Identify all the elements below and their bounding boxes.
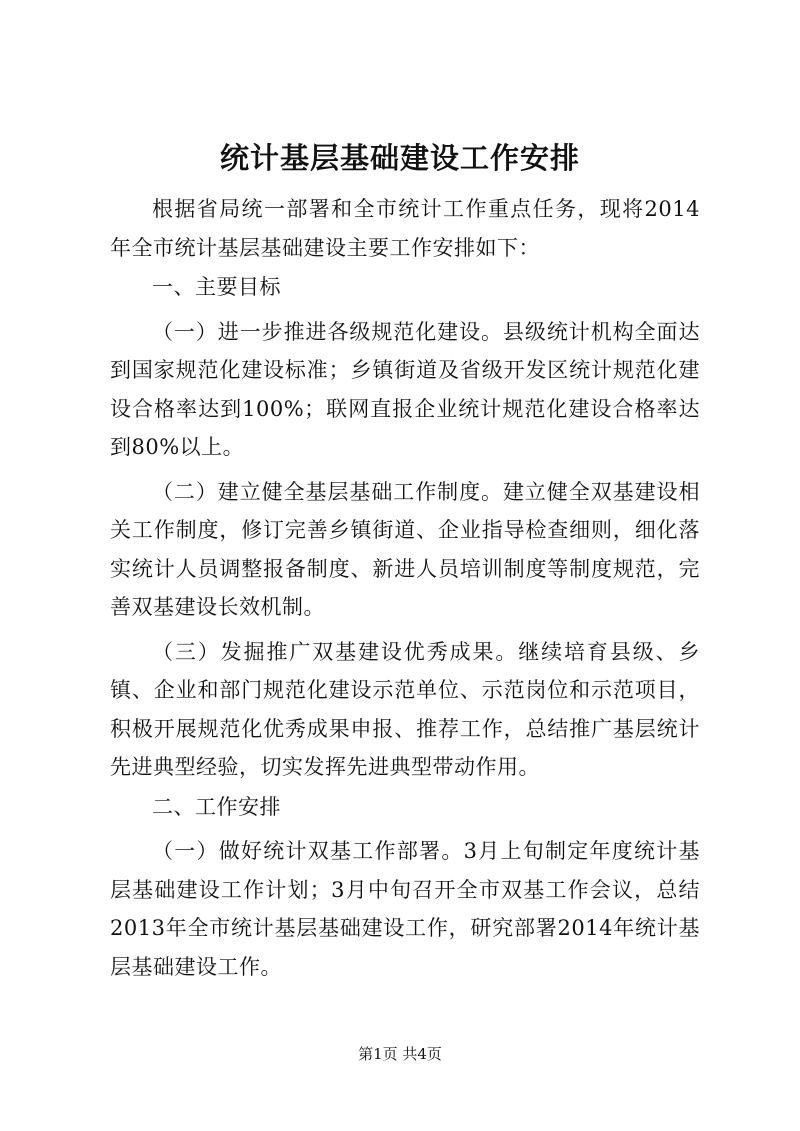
section-1-item-3: （三）发掘推广双基建设优秀成果。继续培育县级、乡镇、企业和部门规范化建设示范单位、示范岗位和示范项目，积极开展规范化优秀成果申报、推荐工作，总结推广基层统计先进典型经验，切实发挥先进典型带动作用。 [110,639,700,779]
page-footer: 第1页 共4页 [358,1045,442,1063]
section-2-heading: 二、工作安排 [152,794,281,819]
document-body [110,190,700,986]
section-2-item-1: （一）做好统计双基工作部署。3月上旬制定年度统计基层基础建设工作计划；3月中旬召开全市双基工作会议，总结2013年全市统计基层基础建设工作，研究部署2014年统计基层基础建设工作。 [110,839,700,979]
document-title: 统计基层基础建设工作安排 [219,141,580,175]
section-1-heading: 一、主要目标 [152,275,281,299]
intro-paragraph: 根据省局统一部署和全市统计工作重点任务，现将2014年全市统计基层基础建设主要工作安排如下： [110,197,700,260]
section-1-item-2: （二）建立健全基层基础工作制度。建立健全双基建设相关工作制度，修订完善乡镇街道、企业指导检查细则，细化落实统计人员调整报备制度、新进人员培训制度等制度规范，完善双基建设长效机制。 [110,479,700,619]
section-1-item-1: （一）进一步推进各级规范化建设。县级统计机构全面达到国家规范化建设标准；乡镇街道及省级开发区统计规范化建设合格率达到100%；联网直报企业统计规范化建设合格率达到80%以上。 [110,319,700,459]
